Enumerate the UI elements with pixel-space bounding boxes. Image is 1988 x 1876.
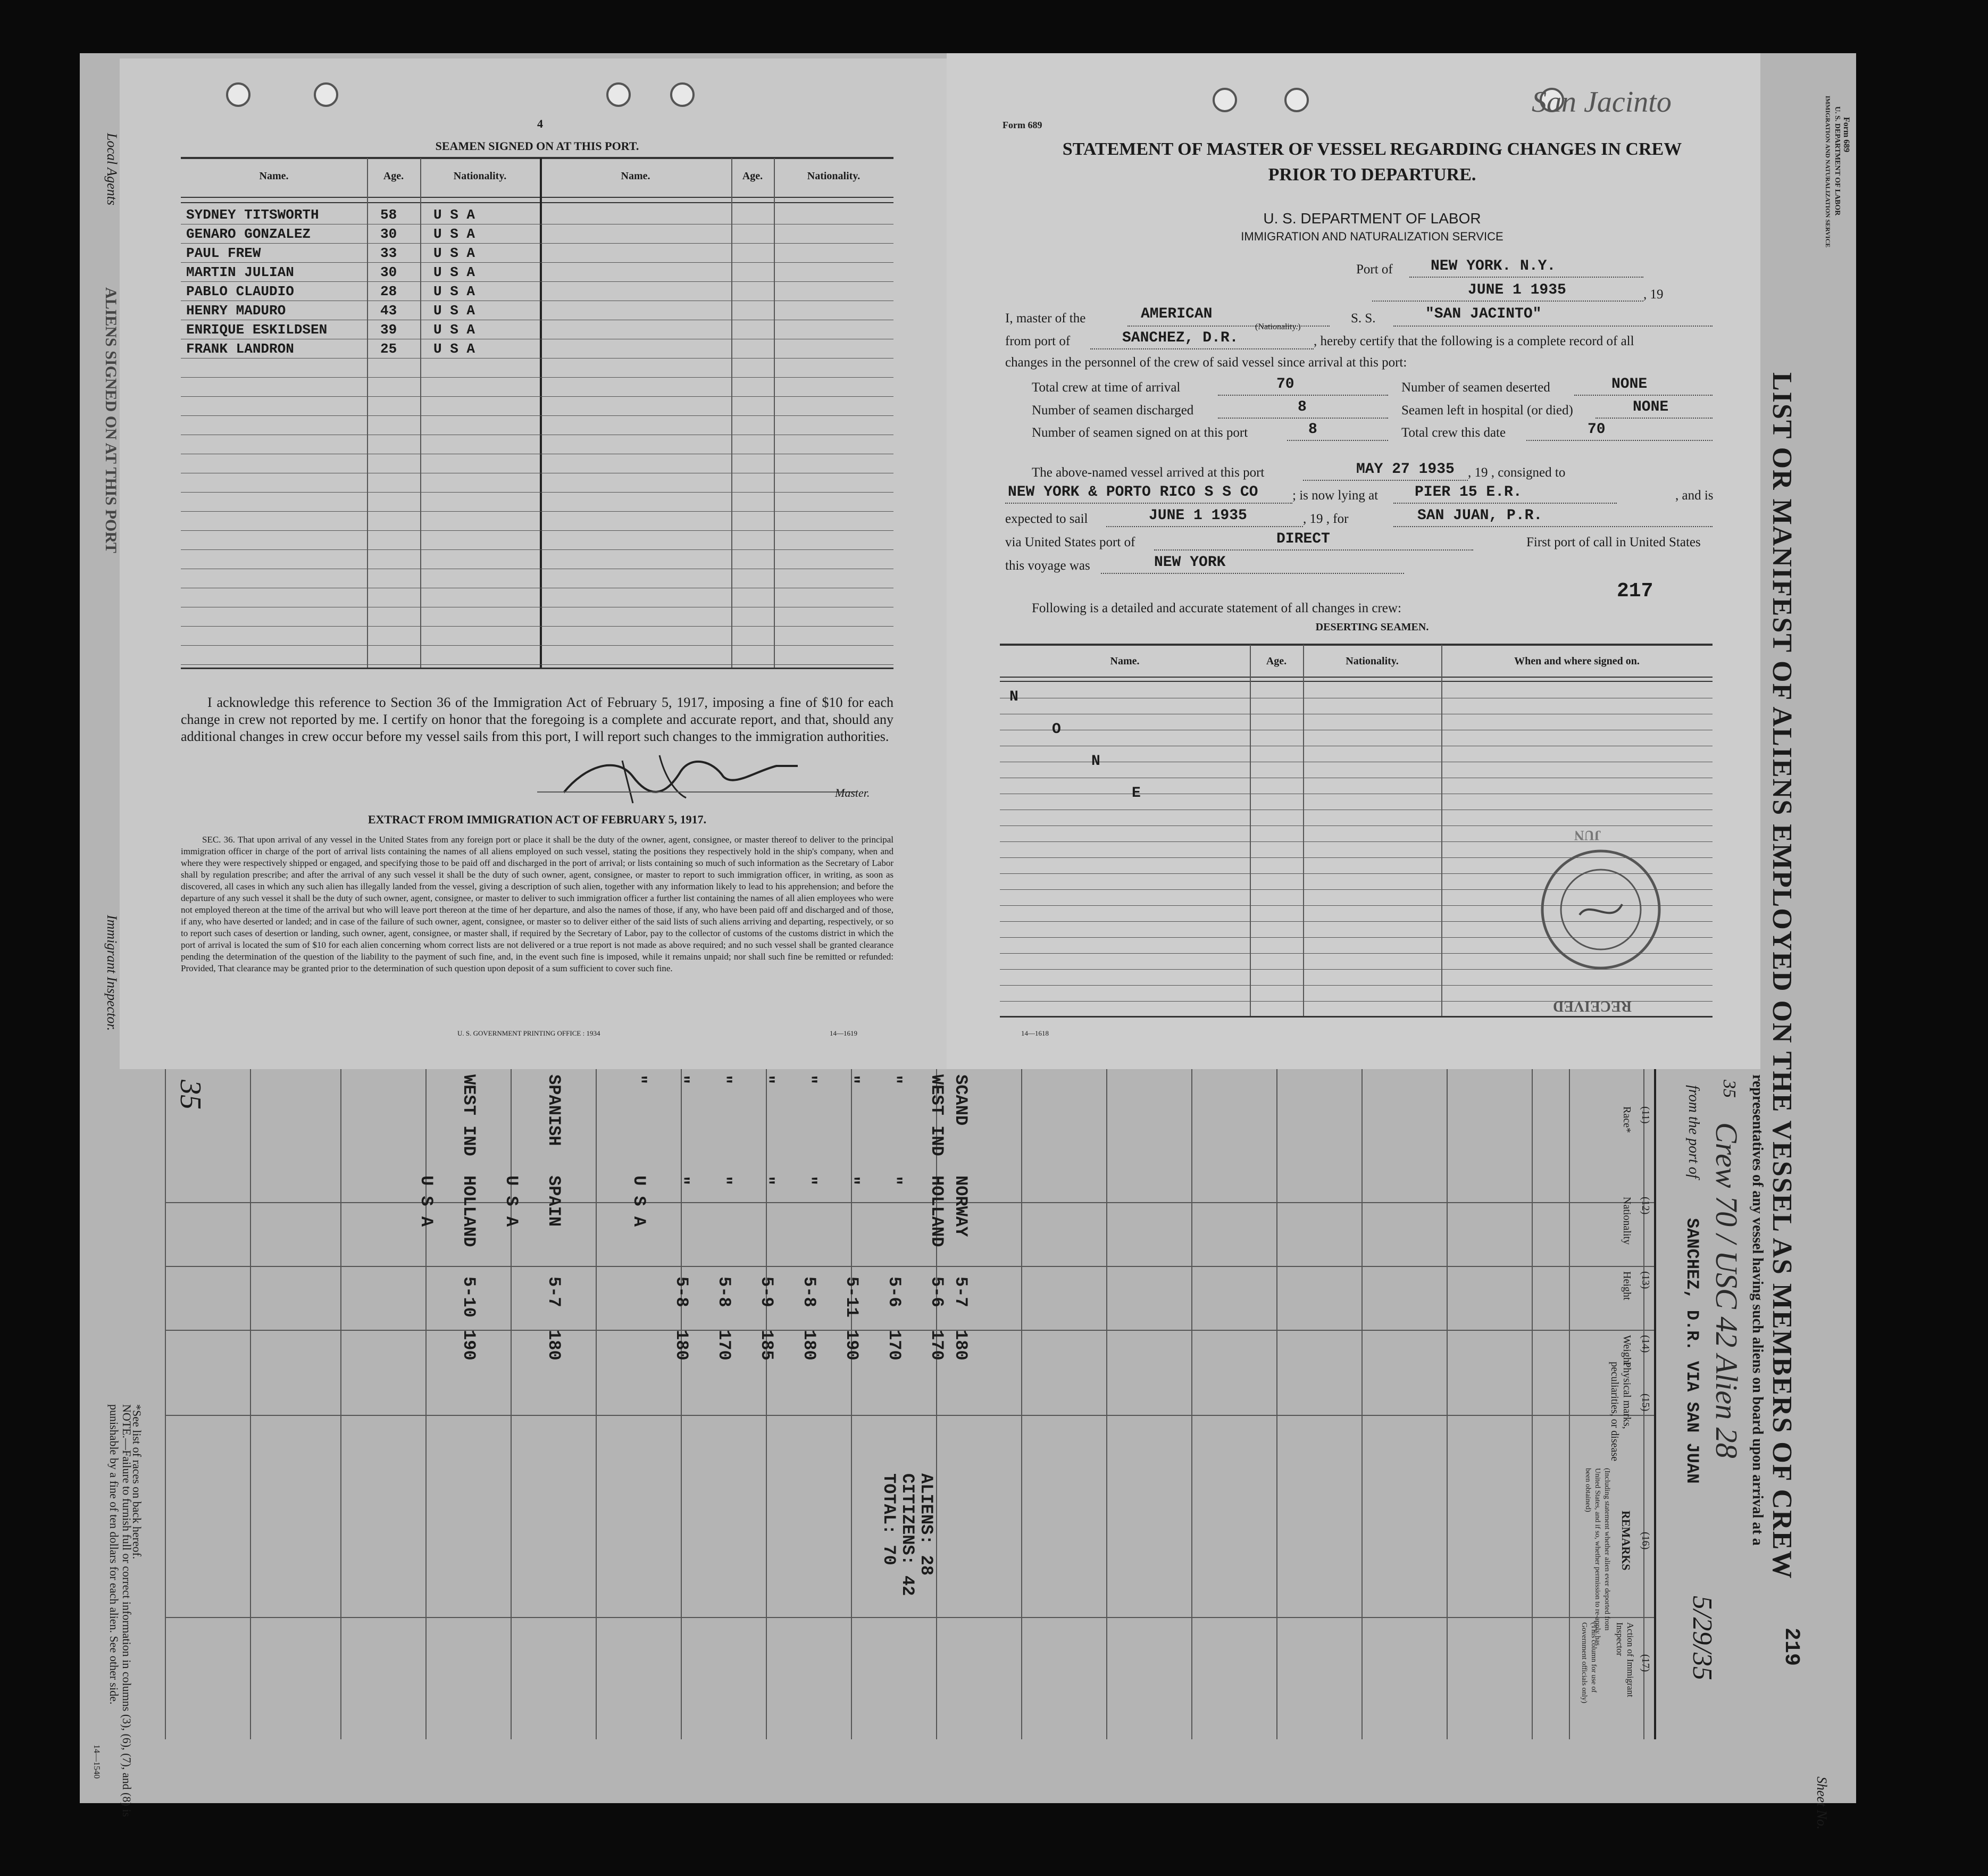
date-value: JUNE 1 1935 xyxy=(1468,282,1566,298)
entry-weight: 180 xyxy=(544,1330,564,1361)
col-num-13: (13) xyxy=(1640,1271,1651,1289)
entry-race: " xyxy=(884,1074,904,1085)
manifest-year: 35 xyxy=(1719,1080,1739,1098)
entry-race: SPANISH xyxy=(544,1074,564,1146)
row-rule xyxy=(181,281,893,282)
sail-date-value: JUNE 1 1935 xyxy=(1149,507,1247,524)
header-name: Name. xyxy=(259,170,289,182)
seaman-nationality: U S A xyxy=(433,207,475,223)
service-name: IMMIGRATION AND NATURALIZATION SERVICE xyxy=(1241,230,1503,243)
seaman-nationality: U S A xyxy=(433,341,475,357)
entry-nationality: U S A xyxy=(629,1175,649,1227)
discharged-value: 8 xyxy=(1298,399,1307,415)
first-port-label: First port of call in United States xyxy=(1526,535,1701,549)
seaman-nationality: U S A xyxy=(433,322,475,338)
seaman-name: HENRY MADURO xyxy=(186,303,286,319)
punch-hole-icon xyxy=(670,82,695,107)
bottom-form-code: 14—1540 xyxy=(92,1745,101,1779)
entry-nationality: " xyxy=(757,1175,776,1186)
entry-height: 5-6 xyxy=(884,1277,904,1307)
header-nationality-2: Nationality. xyxy=(807,170,861,182)
entry-height: 5-8 xyxy=(799,1277,819,1307)
right-form-code: 14—1618 xyxy=(1021,1029,1049,1037)
entry-height: 5-8 xyxy=(714,1277,734,1307)
from-port-label: from port of xyxy=(1005,334,1071,348)
col-action-label: Action of Immigrant Inspector xyxy=(1615,1622,1635,1697)
header-nationality: Nationality. xyxy=(453,170,507,182)
row-rule xyxy=(181,511,893,512)
total-date-value: 70 xyxy=(1588,421,1606,438)
col-num-14: (14) xyxy=(1640,1335,1651,1353)
col-weight-label: Weight xyxy=(1621,1335,1633,1366)
and-is-label: , and is xyxy=(1675,488,1714,503)
seaman-name: SYDNEY TITSWORTH xyxy=(186,207,319,223)
entry-weight: 180 xyxy=(799,1330,819,1361)
entry-race: " xyxy=(757,1074,776,1085)
total-arrival-value: 70 xyxy=(1276,376,1294,393)
seaman-name: FRANK LANDRON xyxy=(186,341,294,357)
stamp-number: 217 xyxy=(1617,580,1653,603)
pier-value: PIER 15 E.R. xyxy=(1415,484,1522,501)
seaman-nationality: U S A xyxy=(433,284,475,299)
from-port-value: SANCHEZ, D.R. xyxy=(1122,330,1239,346)
immigrant-inspector-label: Immigrant Inspector. xyxy=(104,915,120,1031)
entry-race: WEST IND xyxy=(927,1074,947,1156)
seaman-nationality: U S A xyxy=(433,226,475,242)
statement-subtitle: PRIOR TO DEPARTURE. xyxy=(1268,165,1476,185)
col-num-16: (16) xyxy=(1640,1532,1651,1550)
entry-nationality: " xyxy=(672,1175,691,1186)
marginal-35: 35 xyxy=(174,1080,207,1110)
row-rule xyxy=(181,530,893,531)
desert-header-name: Name. xyxy=(1110,655,1140,667)
entry-race: " xyxy=(714,1074,734,1085)
col-num-12: (12) xyxy=(1640,1197,1651,1215)
entry-height: 5-8 xyxy=(672,1277,691,1307)
col-race-label: Race* xyxy=(1621,1106,1633,1133)
entry-weight: 170 xyxy=(884,1330,904,1361)
none-letter: N xyxy=(1091,753,1100,770)
entry-weight: 180 xyxy=(951,1330,971,1361)
manifest-title: LIST OR MANIFEST OF ALIENS EMPLOYED ON THE VESSEL AS MEMBERS OF CREW xyxy=(1767,372,1797,1580)
arrived-value: MAY 27 1935 xyxy=(1356,461,1455,478)
seaman-age: 33 xyxy=(380,245,397,261)
for-label: , 19 , for xyxy=(1303,512,1349,526)
entry-height: 5-7 xyxy=(951,1277,971,1307)
entry-race: " xyxy=(672,1074,691,1085)
seaman-age: 43 xyxy=(380,303,397,319)
stamp-month-text: JUN xyxy=(1574,828,1601,843)
entry-nationality: " xyxy=(884,1175,904,1186)
row-rule xyxy=(181,549,893,550)
none-letter: O xyxy=(1052,721,1061,738)
row-rule xyxy=(181,664,893,665)
signed-label: Number of seamen signed on at this port xyxy=(1032,426,1248,440)
nationality-value: AMERICAN xyxy=(1141,306,1213,322)
total-crew: TOTAL: 70 xyxy=(879,1473,899,1565)
punch-hole-icon xyxy=(1213,88,1237,112)
entry-nationality: " xyxy=(842,1175,862,1186)
extract-text: SEC. 36. That upon arrival of any vessel in the United States from any foreign port or place it shall be the duty of the owner, agent, consignee, or master thereof to deliver to the principal immigration officer in charge of the port of arrival lists containing the names of all aliens employed on such vessel, stating the positions they respectively hold in the ship's company, when and where they were respectively shipped or engaged, and specifying those to be paid off and discharged in the port of arrival; or lists containing so much of such information as the Secretary of Labor shall by regulation prescribe; and after the arrival of any such vessel it shall be the duty of such owner, agent, consignee, or master to report to such immigration officer, in writing, as soon as discovered, all cases in which any such alien has illegally landed from the vessel, giving a description of such alien, together with any information likely to lead to his apprehension; and before the departure of any such vessel it shall be the duty of such owner, agent, consignee, or master to deliver to such immigration officer a further list containing the names of all alien employees who were not employed thereon at the time of the arrival but who will leave port thereon at the time of her departure, and also the names of those, if any, who have been paid off and discharged and of those, if any, who have deserted or landed; and in case of the failure of such owner, agent, consignee, or master so to deliver either of the said lists of such aliens arriving and departing, respectively, or so to report such cases of desertion or landing, such owner, agent, consignee, or master shall, if required by the Secretary of Labor, pay to the collector of customs of the customs district in which the port of arrival is located the sum of $10 for each alien concerning whom correct lists are not delivered or a true report is not made as above required; and no such vessel shall be granted clearance pending the determination of the question of the liability to the payment of such fine, and, in the event such fine is imposed, while it remains unpaid; nor shall such fine be remitted or refunded: Provided, That clearance may be granted prior to the determination of such question upon deposit of a sum sufficient to cover such fine. xyxy=(181,835,893,973)
via-value: DIRECT xyxy=(1276,531,1330,547)
col-height-label: Height xyxy=(1621,1271,1633,1300)
seaman-age: 30 xyxy=(380,264,397,280)
sheet-label: Sheet No. xyxy=(1814,1777,1830,1830)
page-number: 4 xyxy=(537,117,543,130)
desert-header-signed-on: When and where signed on. xyxy=(1514,655,1640,667)
consignee-value: NEW YORK & PORTO RICO S S CO xyxy=(1008,484,1258,501)
entry-weight: 180 xyxy=(672,1330,691,1361)
row-rule xyxy=(181,492,893,493)
row-rule xyxy=(181,396,893,397)
entry-race: " xyxy=(842,1074,862,1085)
seaman-nationality: U S A xyxy=(433,264,475,280)
entry-weight: 190 xyxy=(459,1330,479,1361)
entry-race: " xyxy=(629,1074,649,1085)
discharged-label: Number of seamen discharged xyxy=(1032,403,1194,418)
arrived-label: The above-named vessel arrived at this port xyxy=(1032,465,1265,480)
total-date-label: Total crew this date xyxy=(1401,426,1506,440)
certify-text: , hereby certify that the following is a complete record of all xyxy=(1314,334,1634,348)
via-label: via United States port of xyxy=(1005,535,1135,549)
seaman-age: 39 xyxy=(380,322,397,338)
col-num-17: (17) xyxy=(1640,1654,1651,1672)
master-label: Master. xyxy=(835,786,870,799)
seaman-nationality: U S A xyxy=(433,303,475,319)
row-rule xyxy=(181,415,893,416)
seaman-name: PAUL FREW xyxy=(186,245,261,261)
ship-name: "SAN JACINTO" xyxy=(1425,306,1542,322)
year-suffix: , 19 xyxy=(1643,287,1664,302)
port-value: NEW YORK. N.Y. xyxy=(1431,258,1556,274)
port-label: Port of xyxy=(1356,262,1393,277)
lying-label: ; is now lying at xyxy=(1292,488,1379,503)
entry-height: 5-7 xyxy=(544,1277,564,1307)
footnote-note: NOTE.—Failure to furnish full or correct information in columns (3), (6), (7), and (8) is punishable by a fine of ten dollars for each alien. See other side. xyxy=(107,1404,133,1817)
form-number: Form 689 xyxy=(1003,120,1042,130)
handwritten-ship-name: San Jacinto xyxy=(1532,86,1672,119)
margin-service-label: IMMIGRATION AND NATURALIZATION SERVICE xyxy=(1824,96,1832,248)
seamen-signed-title: SEAMEN SIGNED ON AT THIS PORT. xyxy=(435,139,639,153)
nationality-label: (Nationality.) xyxy=(1255,322,1301,331)
entry-height: 5-9 xyxy=(757,1277,776,1307)
following-text: Following is a detailed and accurate statement of all changes in crew: xyxy=(1032,601,1401,615)
col-physical-label: Physical marks, peculiarities, or disease xyxy=(1609,1362,1633,1462)
left-form-code: 14—1619 xyxy=(830,1029,857,1037)
stamp-received-text: RECEIVED xyxy=(1553,998,1632,1014)
desert-header-nationality: Nationality. xyxy=(1346,655,1399,667)
manifest-from-port-label: from the port of xyxy=(1685,1085,1702,1179)
hospital-label: Seamen left in hospital (or died) xyxy=(1401,403,1573,418)
acknowledgment-text: I acknowledge this reference to Section 36 of the Immigration Act of February 5, 1917, imposing a fine of $10 for each change in crew not reported by me. I certify on honor that the foregoing is a complete and accurate report, and that, should any additional changes in crew occur before my vessel sails from this port, I will report such changes to the immigration authorities. xyxy=(181,695,893,744)
seaman-age: 25 xyxy=(380,341,397,357)
seaman-age: 30 xyxy=(380,226,397,242)
row-rule xyxy=(181,626,893,627)
col-remarks-label: REMARKS xyxy=(1619,1511,1633,1571)
deserting-title: DESERTING SEAMEN. xyxy=(1315,621,1429,633)
entry-nationality: NORWAY xyxy=(951,1175,971,1237)
entry-race: " xyxy=(799,1074,819,1085)
total-citizens: CITIZENS: 42 xyxy=(898,1473,917,1596)
received-stamp-icon xyxy=(1532,840,1670,979)
total-aliens: ALIENS: 28 xyxy=(916,1473,936,1576)
punch-hole-icon xyxy=(314,82,338,107)
seaman-age: 28 xyxy=(380,284,397,299)
signed-on-stamp: ALIENS SIGNED ON AT THIS PORT xyxy=(102,287,120,553)
punch-hole-icon xyxy=(226,82,250,107)
punch-hole-icon xyxy=(1284,88,1309,112)
desert-row-rule xyxy=(1000,985,1713,986)
deserted-label: Number of seamen deserted xyxy=(1401,380,1550,395)
header-age-2: Age. xyxy=(742,170,763,182)
col-remarks-note: (Including statement whether alien ever deported from United States, and if so, whether permission to re-apply has been obtained) xyxy=(1584,1468,1611,1646)
entry-race: SCAND xyxy=(951,1074,971,1126)
row-rule xyxy=(181,377,893,378)
signed-value: 8 xyxy=(1308,421,1317,438)
statement-title: STATEMENT OF MASTER OF VESSEL REGARDING CHANGES IN CREW xyxy=(1062,139,1682,159)
deserted-value: NONE xyxy=(1611,376,1648,393)
handwritten-crew-note: Crew 70 / USC 42 Alien 28 xyxy=(1709,1122,1744,1458)
margin-dept-label: U. S. DEPARTMENT OF LABOR xyxy=(1833,106,1841,216)
seaman-name: MARTIN JULIAN xyxy=(186,264,294,280)
seaman-name: ENRIQUE ESKILDSEN xyxy=(186,322,328,338)
voyage-label: this voyage was xyxy=(1005,558,1090,573)
row-rule xyxy=(181,645,893,646)
col-num-11: (11) xyxy=(1640,1106,1651,1124)
desert-header-age: Age. xyxy=(1266,655,1287,667)
none-letter: N xyxy=(1009,689,1018,705)
changes-text: changes in the personnel of the crew of said vessel since arrival at this port: xyxy=(1005,355,1407,370)
manifest-subtitle: representatives of any vessel having such aliens on board upon arrival at a xyxy=(1749,1074,1766,1546)
seaman-name: GENARO GONZALEZ xyxy=(186,226,311,242)
col-num-15: (15) xyxy=(1640,1394,1651,1412)
row-rule xyxy=(181,243,893,244)
entry-nationality: HOLLAND xyxy=(927,1175,947,1247)
entry-race: WEST IND xyxy=(459,1074,479,1156)
entry-nationality: HOLLAND xyxy=(459,1175,479,1247)
entry-nationality: U S A xyxy=(416,1175,436,1227)
printing-office: U. S. GOVERNMENT PRINTING OFFICE : 1934 xyxy=(457,1029,600,1037)
entry-nationality: SPAIN xyxy=(544,1175,564,1227)
none-letter: E xyxy=(1132,785,1141,802)
col-action-note: (This column for use of Government officials only) xyxy=(1580,1622,1598,1704)
entry-weight: 190 xyxy=(842,1330,862,1361)
local-agents-label: Local Agents xyxy=(104,133,120,206)
hospital-value: NONE xyxy=(1633,399,1669,415)
entry-weight: 170 xyxy=(714,1330,734,1361)
extract-title: EXTRACT FROM IMMIGRATION ACT OF FEBRUARY 5, 1917. xyxy=(367,813,707,826)
entry-height: 5-10 xyxy=(459,1277,479,1318)
col-nationality-label: Nationality xyxy=(1621,1197,1633,1245)
punch-hole-icon xyxy=(606,82,631,107)
header-age: Age. xyxy=(383,170,404,182)
footnote-races: *See list of races on back hereof. xyxy=(130,1404,144,1560)
entry-height: 5-6 xyxy=(927,1277,947,1307)
dept-name: U. S. DEPARTMENT OF LABOR xyxy=(1263,210,1481,227)
header-name-2: Name. xyxy=(621,170,650,182)
seaman-nationality: U S A xyxy=(433,245,475,261)
margin-form-label: Form 689 xyxy=(1842,117,1851,153)
expected-label: expected to sail xyxy=(1005,512,1088,526)
manifest-from-port: SANCHEZ, D.R. VIA SAN JUAN xyxy=(1682,1218,1702,1484)
entry-nationality: U S A xyxy=(502,1175,521,1227)
ss-label: S. S. xyxy=(1351,311,1376,326)
entry-nationality: " xyxy=(799,1175,819,1186)
consigned-label: , 19 , consigned to xyxy=(1468,465,1566,480)
entry-nationality: " xyxy=(714,1175,734,1186)
voyage-value: NEW YORK xyxy=(1154,554,1226,571)
total-arrival-label: Total crew at time of arrival xyxy=(1032,380,1181,395)
destination-value: SAN JUAN, P.R. xyxy=(1417,507,1543,524)
row-rule xyxy=(181,262,893,263)
entry-weight: 170 xyxy=(927,1330,947,1361)
master-of-label: I, master of the xyxy=(1005,311,1086,326)
entry-weight: 185 xyxy=(757,1330,776,1361)
entry-height: 5-11 xyxy=(842,1277,862,1318)
sheet-number: 219 xyxy=(1779,1628,1803,1666)
handwritten-date: 5/29/35 xyxy=(1687,1596,1717,1680)
seaman-name: PABLO CLAUDIO xyxy=(186,284,294,299)
master-signature xyxy=(553,745,808,808)
seaman-age: 58 xyxy=(380,207,397,223)
